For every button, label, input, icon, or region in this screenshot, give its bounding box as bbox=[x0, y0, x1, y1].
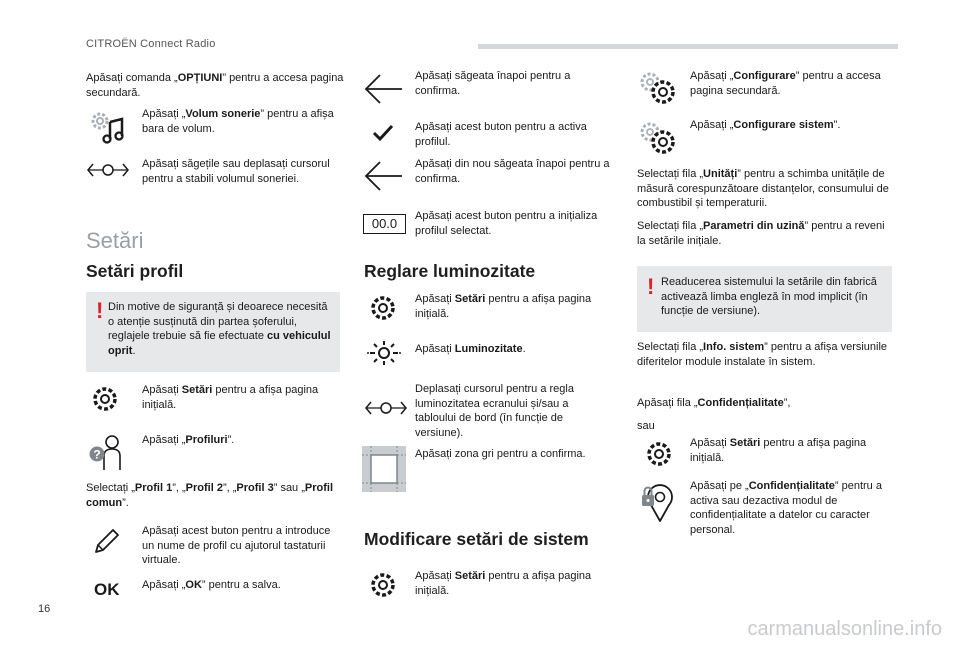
back-arrow-icon bbox=[364, 73, 404, 105]
factory-reset-note-text: Readucerea sistemului la setările din fabrică activează limba engleză în mod implicit (în funcție de versiune). bbox=[661, 276, 877, 317]
warning-icon: ! bbox=[647, 274, 655, 299]
double-gear-icon bbox=[638, 70, 678, 106]
back-confirm-text: Apăsați săgeata înapoi pentru a confirma. bbox=[415, 70, 571, 97]
confidentialitate-tab-text: Apăsați fila „Confidențialitate”, bbox=[637, 397, 791, 409]
back-arrow-icon bbox=[364, 160, 404, 192]
nume-profil-text: Apăsați acest buton pentru a introduce un nume de profil cu ajutorul tastaturii virtuale. bbox=[142, 525, 331, 566]
setari-initiala-text: Apăsați Setări pentru a afișa pagina inițială. bbox=[690, 437, 867, 464]
luminozitate-text: Apăsați Luminozitate. bbox=[415, 343, 526, 355]
heading-reglare-luminozitate: Reglare luminozitate bbox=[364, 261, 536, 281]
gear-icon bbox=[370, 572, 396, 598]
checkmark-icon bbox=[372, 124, 394, 142]
pencil-icon bbox=[92, 526, 122, 556]
setari-initiala-text: Apăsați Setări pentru a afișa pagina inițială. bbox=[415, 293, 592, 320]
slider-arrows-icon bbox=[86, 158, 130, 182]
ok-text: Apăsați „OK” pentru a salva. bbox=[142, 579, 281, 591]
watermark: carmanualsonline.info bbox=[747, 618, 942, 640]
safety-note bbox=[86, 292, 340, 372]
ok-icon: OK bbox=[94, 580, 120, 599]
factory-reset-note bbox=[637, 266, 892, 332]
selectati-profil-text: Selectați „Profil 1”, „Profil 2”, „Profil 3” sau „Profil comun”. bbox=[86, 482, 334, 509]
brightness-icon bbox=[366, 340, 402, 366]
header-rule bbox=[478, 44, 898, 49]
reset-counter-icon: 00.0 bbox=[363, 214, 406, 234]
cursor-luminozitate-text: Deplasați cursorul pentru a regla luminozitatea ecranului și/sau a tabloului de bord (în funcție de versiune). bbox=[415, 383, 574, 439]
profile-user-icon bbox=[88, 432, 132, 472]
slider-arrows-icon bbox=[364, 396, 408, 420]
help-mark: ? bbox=[93, 447, 101, 462]
back-again-text: Apăsați din nou săgeata înapoi pentru a confirma. bbox=[415, 158, 610, 185]
setari-initiala-text: Apăsați Setări pentru a afișa pagina inițială. bbox=[142, 384, 319, 411]
privacy-location-lock-icon bbox=[640, 481, 676, 523]
zona-gri-text: Apăsați zona gri pentru a confirma. bbox=[415, 448, 586, 460]
reset-profile-text: Apăsați acest buton pentru a inițializa profilul selectat. bbox=[415, 210, 598, 237]
running-header: CITROËN Connect Radio bbox=[86, 38, 216, 50]
confidentialitate-text: Apăsați pe „Confidențialitate” pentru a activa sau dezactiva modul de confidențialitate a datelor cu caracter personal. bbox=[690, 480, 882, 536]
warning-icon: ! bbox=[96, 298, 104, 323]
setari-initiala-text: Apăsați Setări pentru a afișa pagina inițială. bbox=[415, 570, 592, 597]
activate-profile-text: Apăsați acest buton pentru a activa profilul. bbox=[415, 121, 587, 148]
sageti-text: Apăsați săgețile sau deplasați cursorul pentru a stabili volumul soneriei. bbox=[142, 158, 330, 185]
grey-zone-icon bbox=[362, 446, 406, 492]
intro-text: Apăsați comanda „OPȚIUNI” pentru a accesa pagina secundară. bbox=[86, 72, 344, 99]
unitati-text: Selectați fila „Unități” pentru a schimba unitățile de măsură corespunzătoare distanțelor, consumului de combustibil și temperaturii. bbox=[637, 168, 889, 209]
profiluri-text: Apăsați „Profiluri”. bbox=[142, 434, 235, 446]
heading-setari-profil: Setări profil bbox=[86, 261, 184, 281]
safety-note-text: Din motive de siguranță și deoarece necesită o atenție susținută din partea șoferului, reglajele trebuie să fie efectuate cu vehiculul oprit. bbox=[108, 301, 331, 357]
gear-icon bbox=[370, 295, 396, 321]
double-gear-icon bbox=[638, 120, 678, 156]
configurare-text: Apăsați „Configurare” pentru a accesa pagina secundară. bbox=[690, 70, 881, 97]
info-sistem-text: Selectați fila „Info. sistem” pentru a afișa versiunile diferitelor module instalate în sistem. bbox=[637, 341, 888, 368]
sau-text: sau bbox=[637, 420, 655, 432]
settings-music-icon bbox=[88, 110, 128, 146]
configurare-sistem-text: Apăsați „Configurare sistem”. bbox=[690, 119, 841, 131]
gear-icon bbox=[646, 441, 672, 467]
heading-modificare-setari-sistem: Modificare setări de sistem bbox=[364, 529, 589, 549]
gear-icon bbox=[92, 386, 118, 412]
page-number: 16 bbox=[38, 603, 51, 615]
volum-sonerie-text: Apăsați „Volum sonerie” pentru a afișa bara de volum. bbox=[142, 108, 334, 135]
parametri-uzina-text: Selectați fila „Parametri din uzină” pentru a reveni la setările inițiale. bbox=[637, 220, 885, 247]
heading-setari: Setări bbox=[86, 228, 144, 253]
